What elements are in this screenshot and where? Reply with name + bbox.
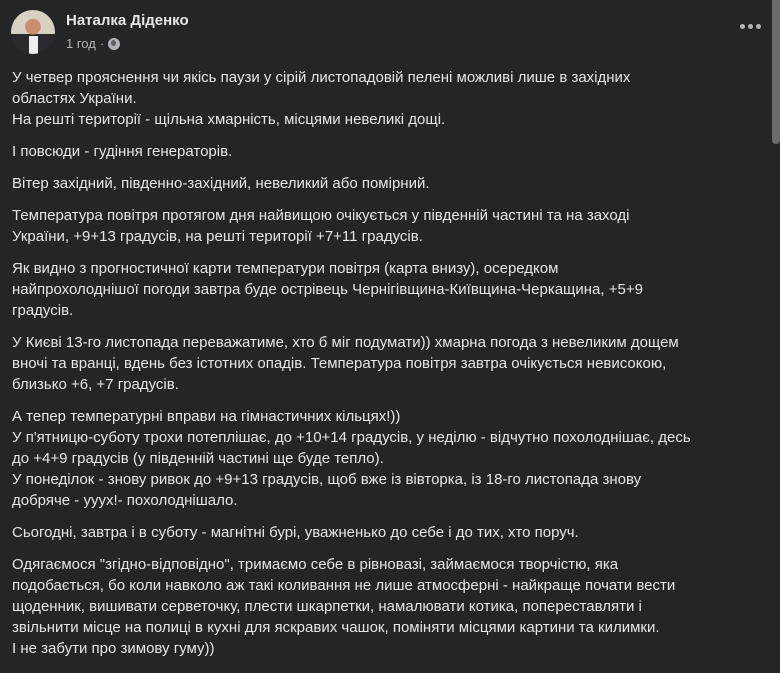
post-paragraph <box>12 205 691 247</box>
post-paragraph <box>12 173 691 194</box>
post-text <box>12 67 691 670</box>
text-line: добряче - ууух!- похолоднішало. <box>12 492 238 509</box>
text-line: щоденник, вишивати серветочку, плести шкарпетки, намалювати котика, попереставляти і <box>12 598 642 615</box>
text-line: У понеділок - знову ривок до +9+13 градусів, щоб вже із вівторка, із 18-го листопада знову <box>12 471 642 488</box>
avatar-figure <box>29 36 38 54</box>
author-name[interactable]: Наталка Діденко <box>66 12 189 29</box>
more-options-button[interactable] <box>740 24 761 29</box>
text-line: Вітер західний, південно-західний, невеликий або помірний. <box>12 175 430 192</box>
post-meta <box>66 36 120 51</box>
text-line: У Києві 13-го листопада переважатиме, хто б міг подумати)) хмарна погода з невеликим дощем <box>12 334 679 351</box>
text-line: У четвер прояснення чи якісь паузи у сірій листопадовій пелені можливі лише в західних <box>12 69 631 86</box>
post-time[interactable]: 1 год <box>66 36 96 51</box>
text-line: звільнити місце на полиці в кухні для яскравих чашок, поміняти місцями картини та килимки. <box>12 619 660 636</box>
text-line: І не забути про зимову гуму)) <box>12 640 215 657</box>
dot-icon <box>748 24 753 29</box>
text-line: А тепер температурні вправи на гімнастичних кільцях!)) <box>12 408 401 425</box>
dot-icon <box>740 24 745 29</box>
text-line: до +4+9 градусів (у південній частині ще буде тепло). <box>12 450 384 467</box>
text-line: близько +6, +7 градусів. <box>12 376 179 393</box>
text-line: подобається, бо коли навколо аж такі коливання не лише атмосферні - найкраще почати вести <box>12 577 676 594</box>
text-line: І повсюди - гудіння генераторів. <box>12 143 233 160</box>
text-line: найпрохолоднішої погоди завтра буде острівець Чернігівщина-Київщина-Черкащина, +5+9 <box>12 281 643 298</box>
separator-dot: · <box>99 36 105 51</box>
dot-icon <box>756 24 761 29</box>
text-line: градусів. <box>12 302 74 319</box>
text-line: України, +9+13 градусів, на решті території +7+11 градусів. <box>12 228 423 245</box>
post-paragraph <box>12 67 691 130</box>
text-line: областях України. <box>12 90 137 107</box>
text-line: Сьогодні, завтра і в суботу - магнітні бурі, уважненько до себе і до тих, хто поруч. <box>12 524 579 541</box>
text-line: Як видно з прогностичної карти температури повітря (карта внизу), осередком <box>12 260 559 277</box>
text-line: вночі та вранці, вдень без істотних опадів. Температура повітря завтра очікується невисокою, <box>12 355 667 372</box>
text-line: Температура повітря протягом дня найвищою очікується у південній частині та на заході <box>12 207 630 224</box>
post-paragraph <box>12 406 691 511</box>
post-paragraph <box>12 522 691 543</box>
post-paragraph <box>12 258 691 321</box>
text-line: На решті території - щільна хмарність, місцями невеликі дощі. <box>12 111 446 128</box>
scrollbar-thumb[interactable] <box>772 0 780 144</box>
globe-icon[interactable] <box>108 38 120 50</box>
post-paragraph <box>12 332 691 395</box>
text-line: Одягаємося "згідно-відповідно", тримаємо себе в рівновазі, займаємося творчістю, яка <box>12 556 619 573</box>
avatar[interactable] <box>11 10 55 54</box>
post-paragraph <box>12 554 691 659</box>
post-paragraph <box>12 141 691 162</box>
text-line: У п'ятницю-суботу трохи потеплішає, до +10+14 градусів, у неділю - відчутно похолоднішає, десь <box>12 429 691 446</box>
